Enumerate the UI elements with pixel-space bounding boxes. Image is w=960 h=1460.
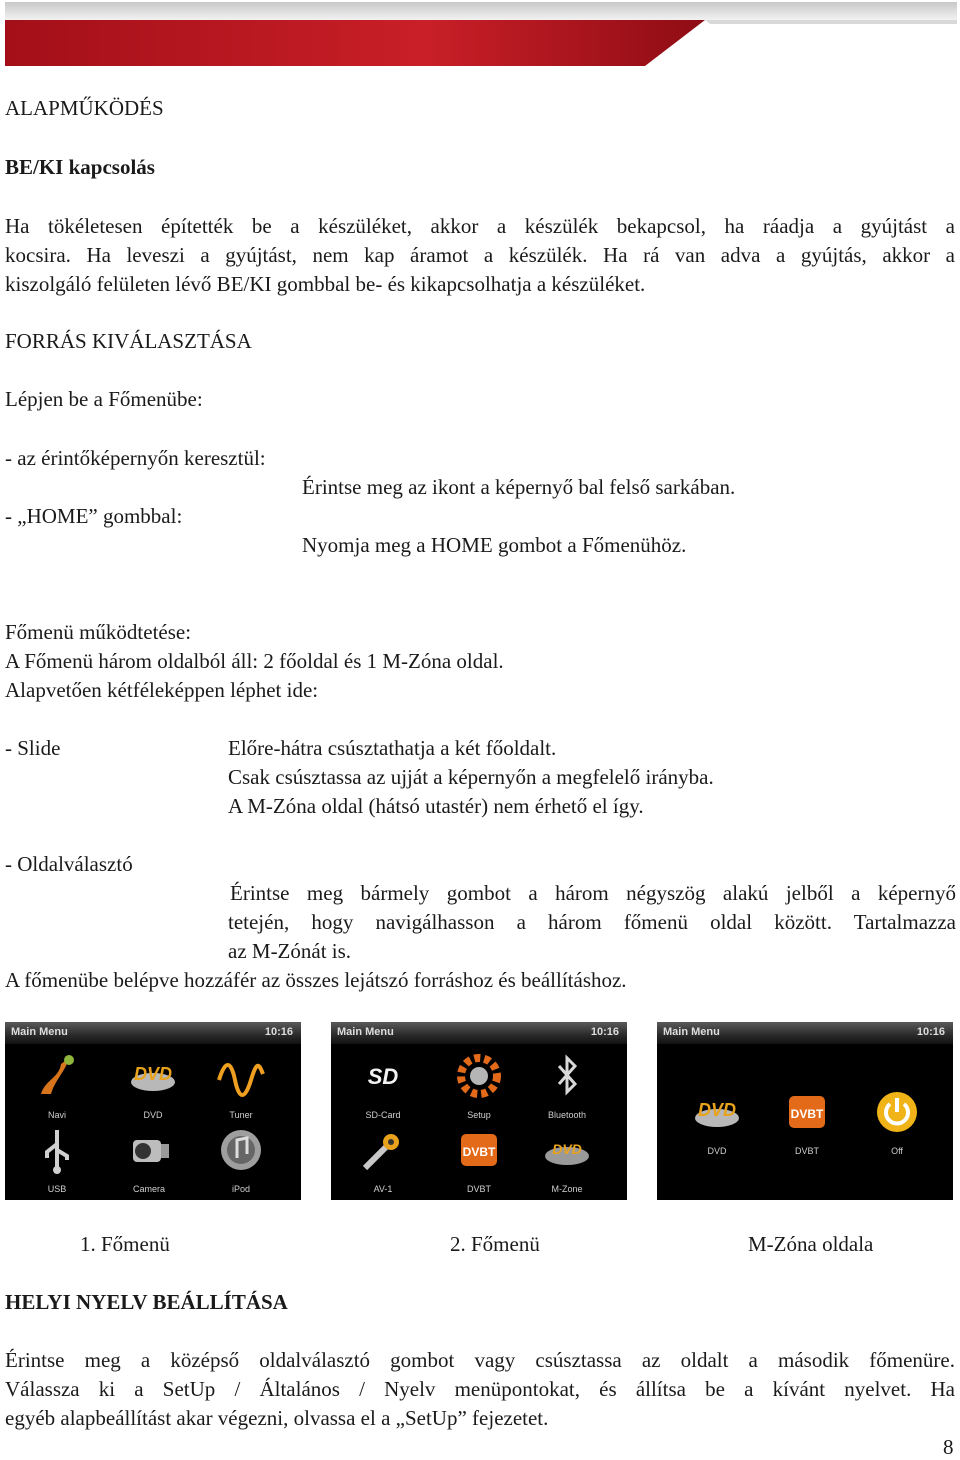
menu-item-m-zone[interactable] xyxy=(527,1124,607,1194)
menu-op-line: A Főmenü három oldalból áll: 2 főoldal és 1 M-Zóna oldal. xyxy=(5,649,504,673)
menu-item-label: SD-Card xyxy=(365,1110,401,1120)
slide-line: Csak csúsztassa az ujját a képernyőn a megfelelő irányba. xyxy=(228,765,714,789)
screen-caption: 1. Főmenü xyxy=(80,1232,170,1256)
menu-item-tuner[interactable] xyxy=(201,1050,281,1120)
menu-item-label: DVD xyxy=(143,1110,163,1120)
svg-text:DVD: DVD xyxy=(133,1064,173,1084)
page-number: 8 xyxy=(943,1435,954,1459)
menu-item-label: Camera xyxy=(132,1184,165,1194)
section-heading-source: FORRÁS KIVÁLASZTÁSA xyxy=(5,329,252,353)
menu-item-label: M-Zone xyxy=(551,1184,583,1194)
setup-icon xyxy=(453,1050,505,1102)
menu-item-label: Setup xyxy=(467,1110,491,1120)
menu-item-label: DVD xyxy=(707,1146,727,1156)
menu-item-dvbt[interactable] xyxy=(767,1086,847,1156)
menu-item-dvd[interactable] xyxy=(677,1086,757,1156)
navi-icon xyxy=(31,1050,83,1102)
dvbt-icon xyxy=(453,1124,505,1176)
menu-item-label: DVBT xyxy=(466,1184,491,1194)
access-text: A főmenübe belépve hozzáfér az összes lejátszó forráshoz és beállításhoz. xyxy=(5,968,627,992)
menu-item-dvbt[interactable] xyxy=(439,1124,519,1194)
paragraph-line: Érintse meg a középső oldalválasztó gombot vagy csúsztassa az oldalt a második főmenüre. xyxy=(5,1348,955,1372)
selector-line: az M-Zónát is. xyxy=(228,939,352,963)
enter-menu-text: Lépjen be a Főmenübe: xyxy=(5,387,203,411)
menu-item-off[interactable] xyxy=(857,1086,937,1156)
menu-item-label: AV-1 xyxy=(373,1184,393,1194)
paragraph-line: Válassza ki a SetUp / Általános / Nyelv menüpontokat, és állítsa be a kívánt nyelvet. Ha xyxy=(5,1377,955,1401)
main-menu-screen-2 xyxy=(331,1022,627,1200)
touch-label: - az érintőképernyőn keresztül: xyxy=(5,446,266,470)
menu-item-dvd[interactable] xyxy=(113,1050,193,1120)
svg-text:DVBT: DVBT xyxy=(790,1107,824,1121)
menu-item-setup[interactable] xyxy=(439,1050,519,1120)
menu-item-bluetooth[interactable] xyxy=(527,1050,607,1120)
screen-title: Main Menu xyxy=(337,1026,394,1038)
paragraph-line: egyéb alapbeállítást akar végezni, olvassa el a „SetUp” fejezetet. xyxy=(5,1406,549,1430)
menu-item-ipod[interactable] xyxy=(201,1124,281,1194)
ipod-icon xyxy=(215,1124,267,1176)
screen-caption: M-Zóna oldala xyxy=(748,1232,874,1256)
dvd-icon xyxy=(127,1050,179,1102)
menu-item-label: DVBT xyxy=(794,1146,819,1156)
power-icon xyxy=(871,1086,923,1138)
av-icon xyxy=(357,1124,409,1176)
tuner-icon xyxy=(215,1050,267,1102)
menu-item-navi[interactable] xyxy=(17,1050,97,1120)
touch-instruction: Érintse meg az ikont a képernyő bal felső sarkában. xyxy=(302,475,736,499)
selector-line: tetején, hogy navigálhasson a három főmenü oldal között. Tartalmazza xyxy=(228,910,956,934)
bluetooth-icon xyxy=(541,1050,593,1102)
menu-item-sd-card[interactable] xyxy=(343,1050,423,1120)
svg-text:DVD: DVD xyxy=(697,1100,737,1120)
main-menu-screen-1 xyxy=(5,1022,301,1200)
screen-clock: 10:16 xyxy=(916,1026,945,1038)
paragraph-line: Ha tökéletesen építették be a készüléket, akkor a készülék bekapcsol, ha ráadja a gyújtást a xyxy=(5,214,955,238)
screen-caption: 2. Főmenü xyxy=(450,1232,540,1256)
m-zone-icon xyxy=(541,1124,593,1176)
paragraph-line: kiszolgáló felületen lévő BE/KI gombbal be- és kikapcsolhatja a készüléket. xyxy=(5,272,646,296)
screen-clock: 10:16 xyxy=(264,1026,293,1038)
sd-card-icon xyxy=(357,1050,409,1102)
header-banner xyxy=(5,2,957,66)
usb-icon xyxy=(31,1124,83,1176)
menu-item-camera[interactable] xyxy=(109,1124,189,1194)
section-heading-basic: ALAPMŰKÖDÉS xyxy=(5,96,164,120)
menu-item-av-1[interactable] xyxy=(343,1124,423,1194)
screen-clock: 10:16 xyxy=(590,1026,619,1038)
svg-text:DVBT: DVBT xyxy=(462,1145,496,1159)
home-label: - „HOME” gombbal: xyxy=(5,504,183,528)
dvd-icon xyxy=(691,1086,743,1138)
paragraph-line: kocsira. Ha leveszi a gyújtást, nem kap áramot a készülék. Ha rá van adva a gyújtás, akkor a xyxy=(5,243,955,267)
menu-item-label: Off xyxy=(891,1146,903,1156)
menu-op-line: Alapvetően kétféleképpen léphet ide: xyxy=(5,678,319,702)
slide-line: A M-Zóna oldal (hátsó utastér) nem érhető el így. xyxy=(228,794,644,818)
m-zone-screen xyxy=(657,1022,953,1200)
svg-text:SD: SD xyxy=(367,1064,399,1089)
section-heading-onoff: BE/KI kapcsolás xyxy=(5,155,155,179)
screen-title: Main Menu xyxy=(11,1026,68,1038)
menu-item-usb[interactable] xyxy=(17,1124,97,1194)
slide-label: - Slide xyxy=(5,736,61,760)
dvbt-icon xyxy=(781,1086,833,1138)
camera-icon xyxy=(123,1124,175,1176)
menu-item-label: Tuner xyxy=(229,1110,253,1120)
selector-line: Érintse meg bármely gombot a három négyszög alakú jelből a képernyő xyxy=(230,881,956,905)
slide-line: Előre-hátra csúsztathatja a két főoldalt. xyxy=(228,736,557,760)
svg-text:DVD: DVD xyxy=(552,1141,582,1157)
section-heading-language: HELYI NYELV BEÁLLÍTÁSA xyxy=(5,1290,288,1314)
menu-op-heading: Főmenü működtetése: xyxy=(5,620,192,644)
screen-title: Main Menu xyxy=(663,1026,720,1038)
menu-item-label: iPod xyxy=(231,1184,250,1194)
home-instruction: Nyomja meg a HOME gombot a Főmenühöz. xyxy=(302,533,687,557)
selector-label: - Oldalválasztó xyxy=(5,852,133,876)
menu-item-label: USB xyxy=(47,1184,67,1194)
menu-item-label: Navi xyxy=(47,1110,66,1120)
menu-item-label: Bluetooth xyxy=(547,1110,587,1120)
